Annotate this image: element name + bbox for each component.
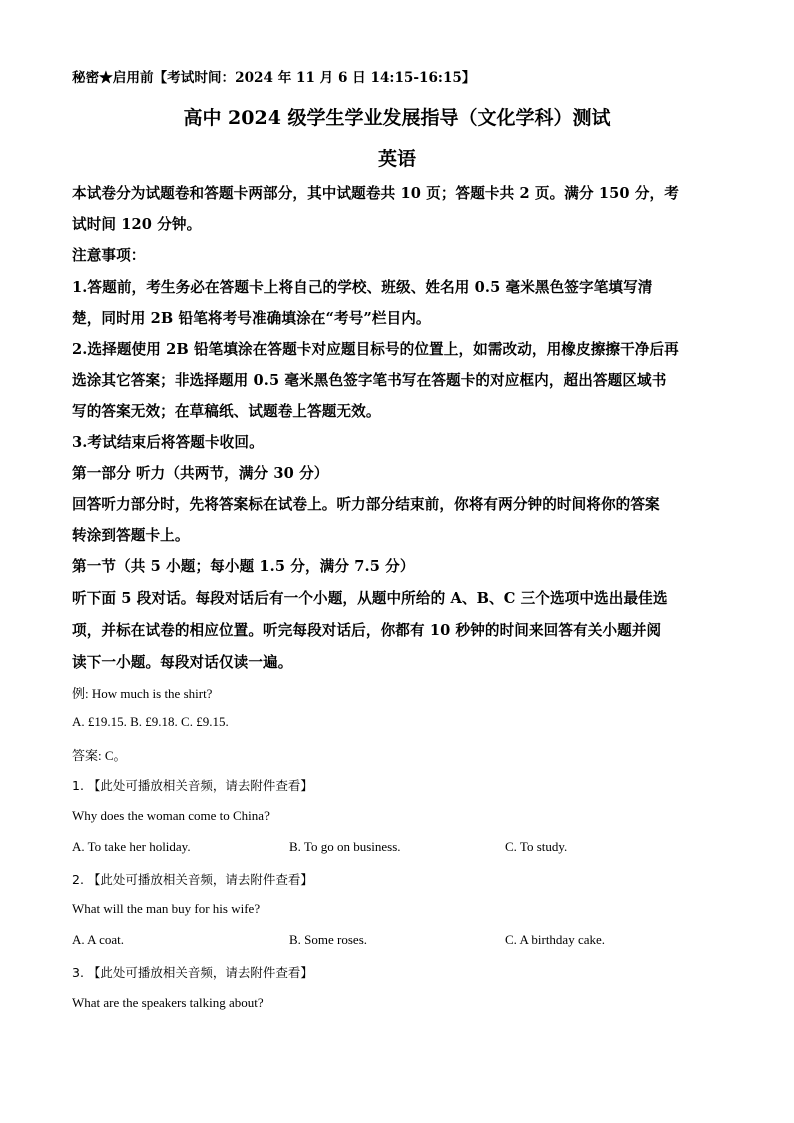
notice-item-1-line-1: 1.答题前，考生务必在答题卡上将自己的学校、班级、姓名用 0.5 毫米黑色签字笔填写清 [72, 279, 653, 296]
question-1-option-b: B. To go on business. [289, 839, 401, 854]
question-1-option-c: C. To study. [505, 839, 568, 854]
question-2-audio-note: 2. 【此处可播放相关音频，请去附件查看】 [72, 872, 313, 887]
question-1-text: Why does the woman come to China? [72, 808, 270, 823]
part1-desc-line-2: 转涂到答题卡上。 [72, 527, 190, 544]
question-2-option-c: C. A birthday cake. [505, 932, 606, 947]
section1-desc-line-1: 听下面 5 段对话。每段对话后有一个小题，从题中所给的 A、B、C 三个选项中选出最佳选 [72, 590, 668, 607]
example-options: A. £19.15. B. £9.18. C. £9.15. [72, 714, 229, 729]
part1-desc-line-1: 回答听力部分时，先将答案标在试卷上。听力部分结束前，你将有两分钟的时间将你的答案 [72, 496, 660, 513]
intro-line-1: 本试卷分为试题卷和答题卡两部分，其中试题卷共 10 页；答题卡共 2 页。满分 150 分，考 [72, 185, 679, 202]
section1-desc-line-2: 项，并标在试卷的相应位置。听完每段对话后，你都有 10 秒钟的时间来回答有关小题并阅 [72, 622, 662, 639]
notice-item-2-line-2: 选涂其它答案；非选择题用 0.5 毫米黑色签字笔书写在答题卡的对应框内，超出答题区域书 [72, 372, 667, 389]
question-2-option-a: A. A coat. [72, 932, 124, 947]
section1-heading: 第一节（共 5 小题；每小题 1.5 分，满分 7.5 分） [72, 558, 415, 575]
notice-item-1-line-2: 楚，同时用 2B 铅笔将考号准确填涂在“考号”栏目内。 [72, 310, 431, 327]
notice-item-2-line-1: 2.选择题使用 2B 铅笔填涂在答题卡对应题目标号的位置上，如需改动，用橡皮擦擦干净后再 [72, 341, 679, 358]
question-1-audio-note: 1. 【此处可播放相关音频，请去附件查看】 [72, 778, 313, 793]
exam-title: 高中 2024 级学生学业发展指导（文化学科）测试 [183, 107, 611, 129]
section1-desc-line-3: 读下一小题。每段对话仅读一遍。 [72, 654, 293, 671]
question-1-option-a: A. To take her holiday. [72, 839, 191, 854]
notice-heading: 注意事项： [72, 247, 146, 264]
question-2-option-b: B. Some roses. [289, 932, 367, 947]
example-answer: 答案: C。 [72, 748, 127, 763]
intro-line-2: 试时间 120 分钟。 [72, 216, 202, 233]
example-question: 例: How much is the shirt? [72, 686, 213, 701]
question-3-audio-note: 3. 【此处可播放相关音频，请去附件查看】 [72, 965, 313, 980]
exam-subject: 英语 [377, 148, 416, 170]
part1-heading: 第一部分 听力（共两节，满分 30 分） [72, 465, 329, 482]
notice-item-2-line-3: 写的答案无效；在草稿纸、试题卷上答题无效。 [72, 403, 381, 420]
notice-item-3: 3.考试结束后将答题卡收回。 [72, 434, 264, 451]
question-2-text: What will the man buy for his wife? [72, 901, 261, 916]
question-3-text: What are the speakers talking about? [72, 995, 264, 1010]
confidential-header: 秘密★启用前【考试时间：2024 年 11 月 6 日 14:15-16:15】 [72, 70, 476, 86]
